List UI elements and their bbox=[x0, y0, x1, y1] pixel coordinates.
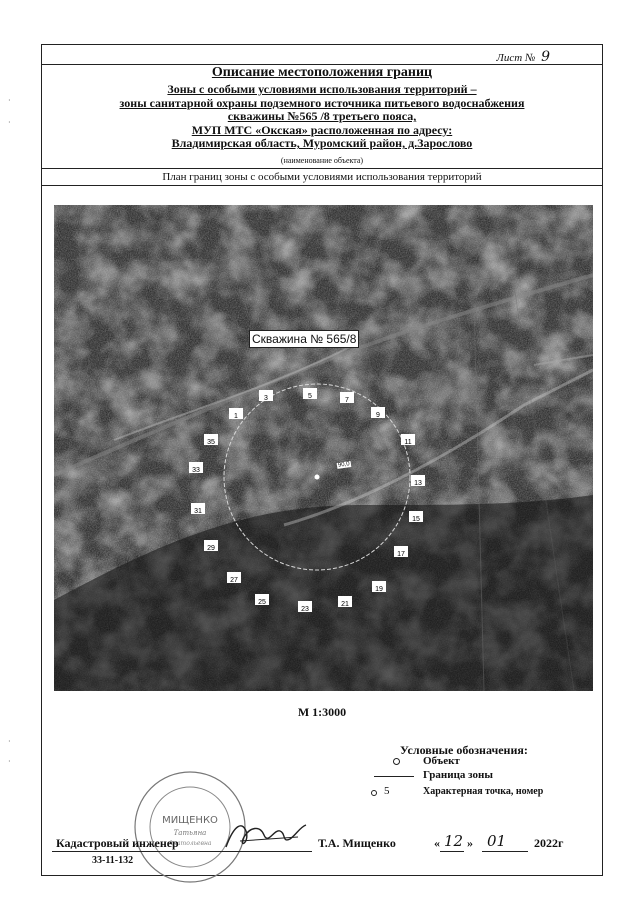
map-point-label: 13 bbox=[414, 480, 422, 487]
map-point-label: 15 bbox=[412, 516, 420, 523]
date-month: 01 bbox=[487, 832, 507, 850]
map-point bbox=[255, 594, 269, 605]
map-point-label: 25 bbox=[258, 599, 266, 606]
legend-boundary-label: Граница зоны bbox=[423, 769, 493, 781]
object-marker bbox=[315, 475, 320, 480]
map-point-label: 23 bbox=[301, 606, 309, 613]
subtitle-line: Владимирская область, Муромский район, д.Зарослово bbox=[171, 136, 473, 150]
legend-point-label: Характерная точка, номер bbox=[423, 786, 544, 797]
sheet-number bbox=[496, 49, 550, 65]
map-point bbox=[372, 581, 386, 592]
map-point bbox=[411, 475, 425, 486]
map-point bbox=[189, 462, 203, 473]
document-subtitle bbox=[42, 83, 602, 151]
center-distance-text: 90,0 bbox=[337, 461, 351, 469]
map-point-label: 19 bbox=[375, 586, 383, 593]
map-point-label: 31 bbox=[194, 508, 202, 515]
signer-role: Кадастровый инженер bbox=[56, 836, 179, 850]
map-point bbox=[338, 596, 352, 607]
margin-mark: · bbox=[8, 757, 11, 766]
legend-point-number: 5 bbox=[384, 785, 390, 797]
boundary-line-icon bbox=[374, 776, 414, 777]
date-day-underline bbox=[440, 851, 464, 852]
date-year: 2022г bbox=[534, 836, 564, 850]
map-point bbox=[371, 407, 385, 418]
object-dot-icon bbox=[393, 758, 400, 765]
map-point-label: 3 bbox=[264, 395, 268, 402]
map-point-label: 5 bbox=[308, 393, 312, 400]
handwritten-signature bbox=[220, 817, 310, 853]
signer-code: 33-11-132 bbox=[92, 855, 134, 866]
map-point bbox=[303, 388, 317, 399]
svg-text:Татьяна: Татьяна bbox=[173, 829, 207, 837]
sheet-frame bbox=[41, 44, 603, 876]
sheet-number-label: Лист № bbox=[496, 52, 536, 64]
subtitle-line: зоны санитарной охраны подземного источника питьевого водоснабжения bbox=[119, 95, 525, 110]
date-day: 12 bbox=[444, 832, 464, 850]
map-point-label: 17 bbox=[397, 551, 405, 558]
signer-name: Т.А. Мищенко bbox=[318, 836, 396, 850]
map-point bbox=[394, 546, 408, 557]
map-point bbox=[259, 390, 273, 401]
map-point-label: 27 bbox=[230, 577, 238, 584]
map-point-label: 21 bbox=[341, 601, 349, 608]
point-marker-icon bbox=[371, 790, 377, 796]
map-point bbox=[204, 434, 218, 445]
map-point-label: 1 bbox=[234, 413, 238, 420]
map-point bbox=[204, 540, 218, 551]
map-point-label: 29 bbox=[207, 545, 215, 552]
map-point-label: 11 bbox=[404, 439, 412, 446]
svg-text:Анатольевна: Анатольевна bbox=[168, 840, 212, 847]
aerial-map bbox=[54, 205, 593, 691]
map-point bbox=[340, 392, 354, 403]
date-open-quote: « bbox=[434, 836, 440, 850]
map-svg bbox=[54, 205, 593, 691]
map-point bbox=[227, 572, 241, 583]
margin-mark: · bbox=[8, 737, 11, 746]
date-close-quote: » bbox=[467, 836, 473, 850]
well-label-text: Скважина № 565/8 bbox=[252, 332, 357, 346]
map-point bbox=[401, 434, 415, 445]
plan-caption: План границ зоны с особыми условиями использования территорий bbox=[162, 171, 482, 183]
well-label bbox=[249, 330, 359, 348]
svg-text:МИЩЕНКО: МИЩЕНКО bbox=[162, 815, 218, 826]
object-caption: (наименование объекта) bbox=[280, 156, 364, 165]
map-point-label: 35 bbox=[207, 439, 215, 446]
sheet-number-value: 9 bbox=[541, 49, 550, 65]
map-point-label: 7 bbox=[345, 397, 349, 404]
margin-mark: · bbox=[8, 118, 11, 127]
map-point-label: 9 bbox=[376, 412, 380, 419]
document-title: Описание местоположения границ bbox=[211, 65, 433, 80]
map-point bbox=[229, 408, 243, 419]
margin-mark: · bbox=[8, 96, 11, 105]
map-point bbox=[298, 601, 312, 612]
map-point bbox=[409, 511, 423, 522]
legend-title: Условные обозначения: bbox=[400, 743, 528, 757]
subtitle-line: Зоны с особыми условиями использования территорий – bbox=[167, 82, 477, 96]
date-month-underline bbox=[482, 851, 528, 852]
map-point bbox=[191, 503, 205, 514]
map-scale: М 1:3000 bbox=[297, 705, 347, 719]
caption-rule-top bbox=[42, 168, 602, 169]
subtitle-line: МУП МТС «Окская» расположенная по адресу: bbox=[191, 122, 453, 137]
legend-object-label: Объект bbox=[423, 755, 460, 767]
subtitle-line: скважины №565 /8 третьего пояса, bbox=[227, 109, 417, 123]
map-point-label: 33 bbox=[192, 467, 200, 474]
caption-rule-bottom bbox=[42, 185, 602, 186]
